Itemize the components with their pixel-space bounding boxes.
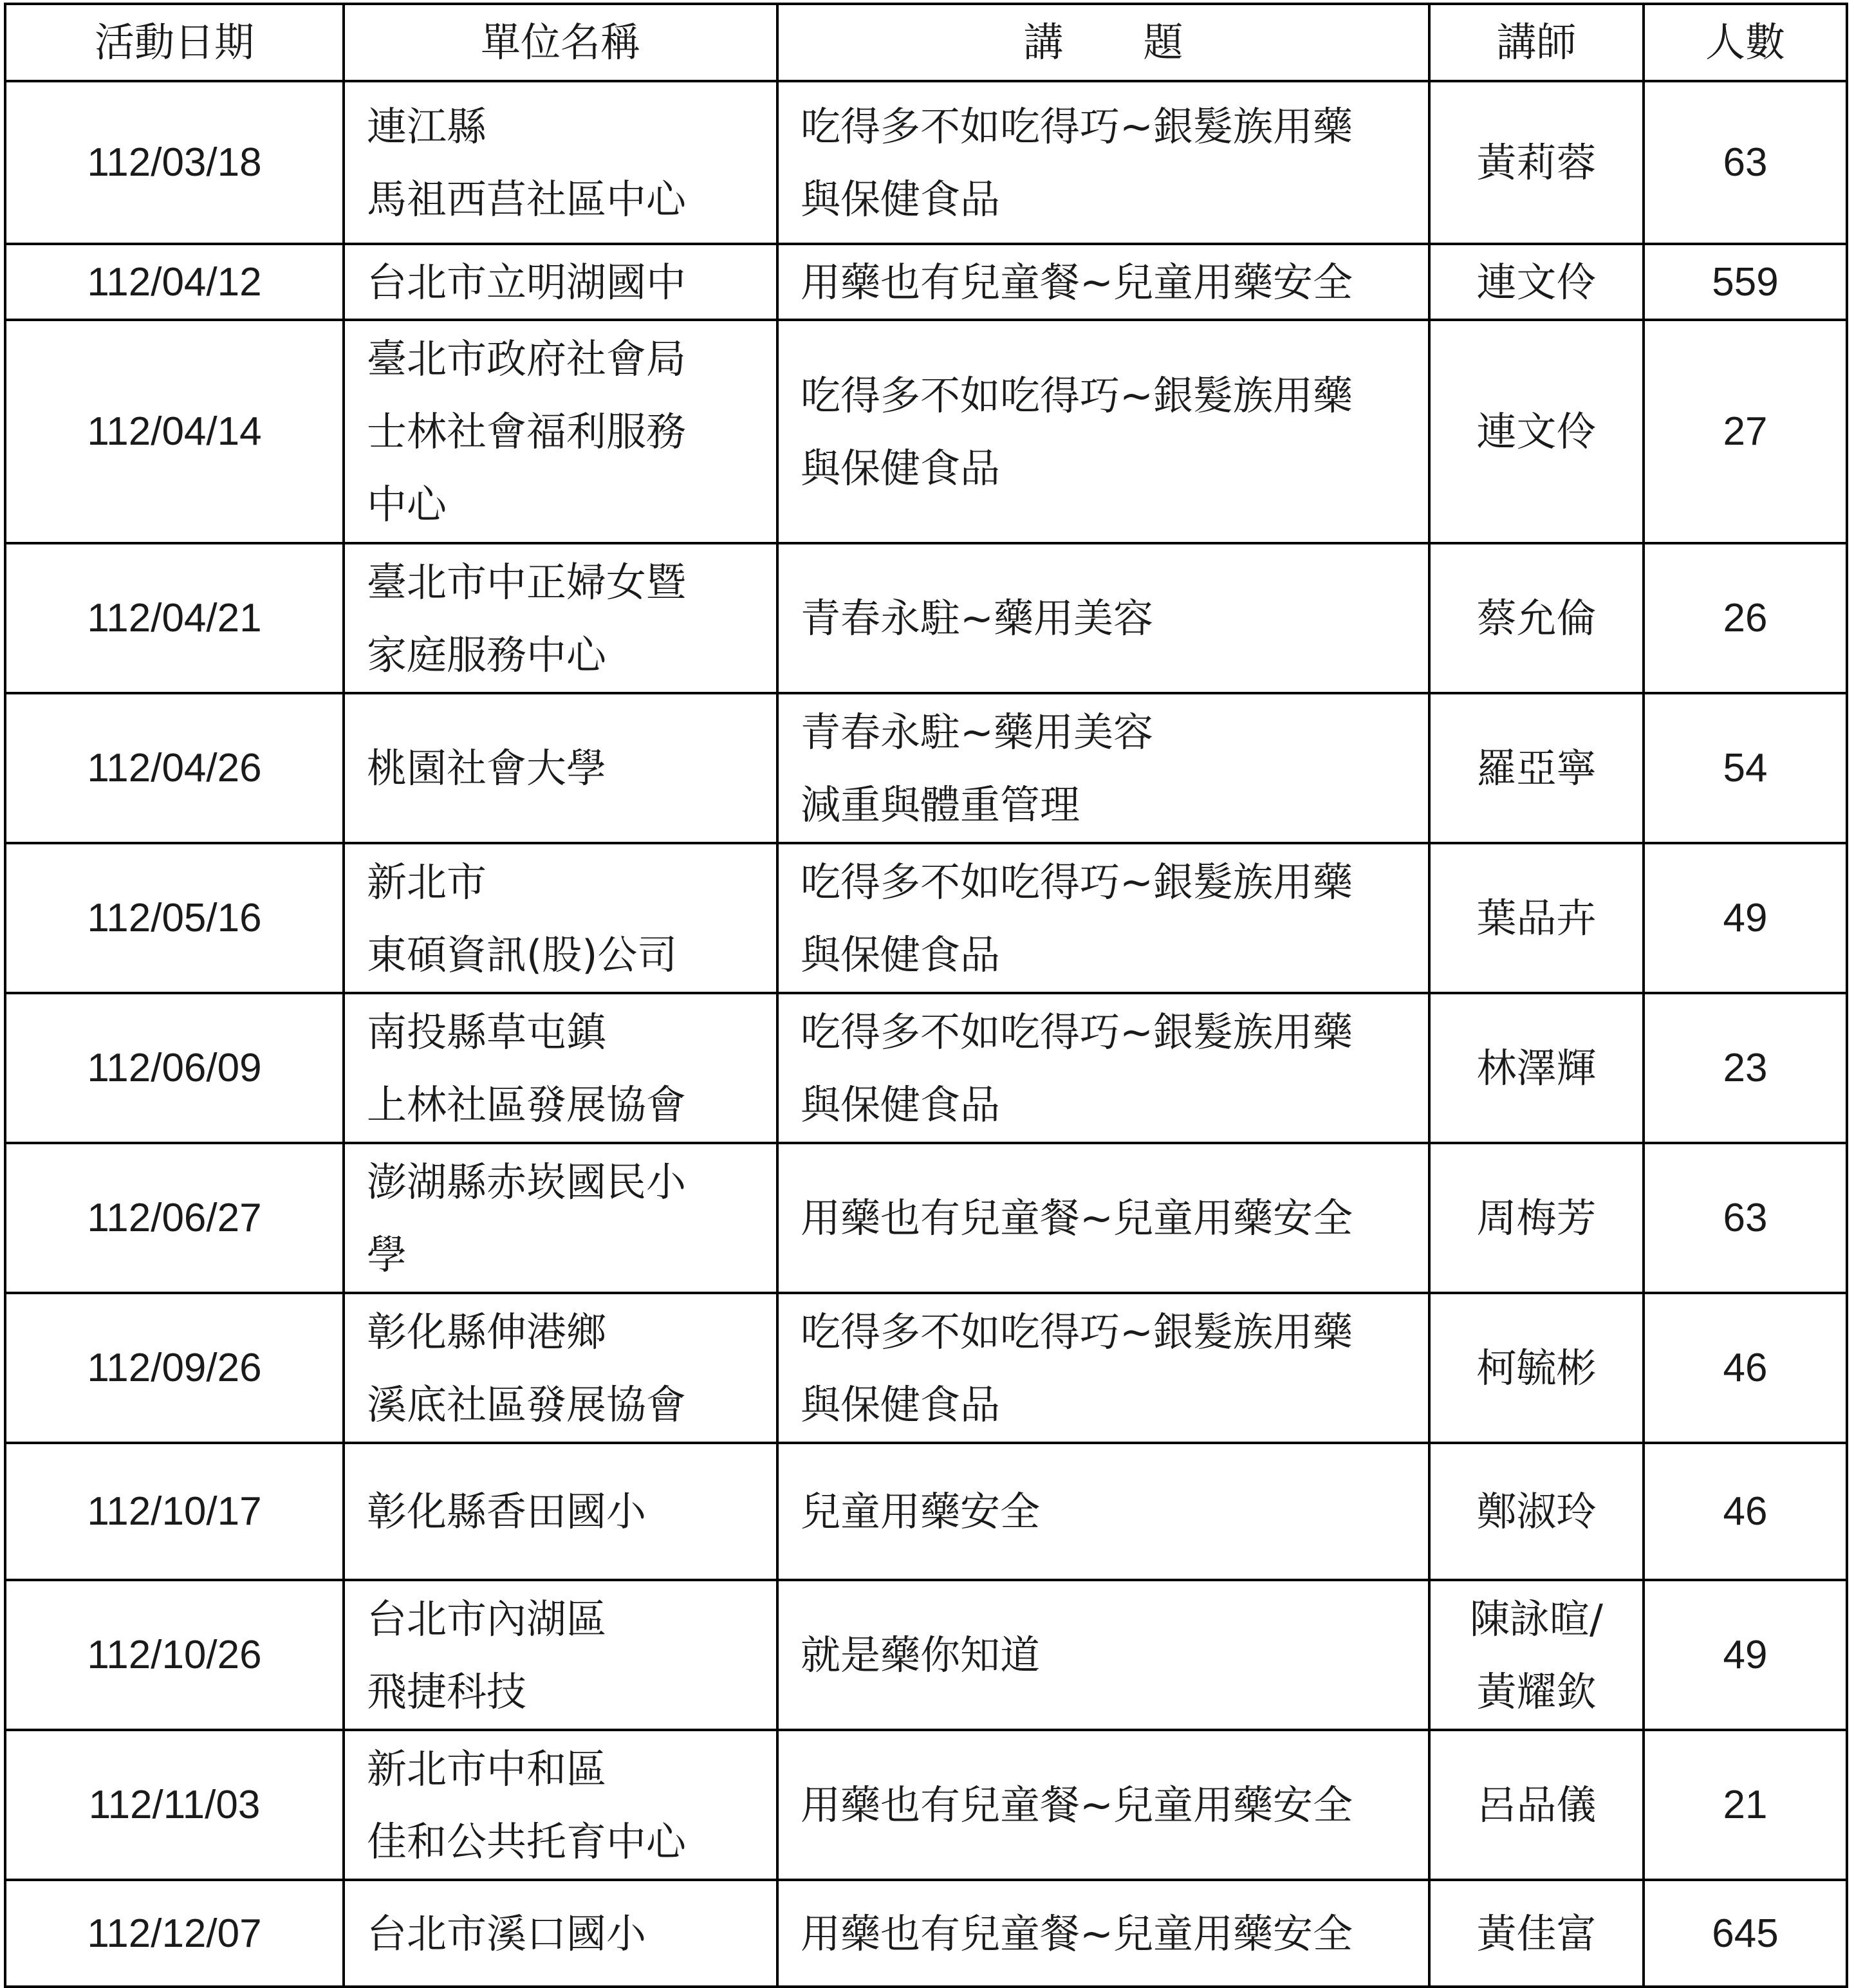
unit-cell [344, 244, 777, 320]
date-cell: 112/09/26 [5, 1293, 344, 1443]
topic-cell [777, 1443, 1429, 1580]
date-cell: 112/05/16 [5, 843, 344, 993]
topic-cell [777, 1580, 1429, 1730]
topic-line: 吃得多不如吃得巧~銀髮族用藥 [801, 371, 1353, 419]
table-row [5, 993, 1847, 1143]
table-row [5, 843, 1847, 993]
unit-cell [344, 1143, 777, 1293]
unit-cell [344, 320, 777, 543]
count-cell: 27 [1644, 320, 1847, 543]
unit-line: 南投縣草屯鎮 [367, 1008, 607, 1055]
teacher-cell [1429, 320, 1644, 543]
teacher-line: 蔡允倫 [1476, 595, 1597, 642]
topic-line: 與保健食品 [801, 931, 1001, 978]
header-row [5, 4, 1847, 81]
unit-line: 台北市立明湖國中 [367, 258, 687, 306]
unit-cell [344, 693, 777, 843]
topic-line: 兒童用藥安全 [801, 1488, 1041, 1535]
header-unit: 單位名稱 [344, 4, 777, 81]
teacher-cell [1429, 1730, 1644, 1880]
teacher-line: 黃耀欽 [1476, 1668, 1597, 1715]
topic-cell [777, 244, 1429, 320]
teacher-line: 黃莉蓉 [1476, 139, 1597, 186]
table-row [5, 1880, 1847, 1987]
unit-cell [344, 1730, 777, 1880]
header-date: 活動日期 [5, 4, 344, 81]
unit-cell [344, 993, 777, 1143]
teacher-cell [1429, 1293, 1644, 1443]
table-row [5, 244, 1847, 320]
teacher-line: 連文伶 [1476, 408, 1597, 455]
teacher-cell [1429, 1880, 1644, 1987]
unit-line: 台北市內湖區 [367, 1595, 607, 1642]
unit-line: 連江縣 [367, 102, 487, 150]
date-cell: 112/04/12 [5, 244, 344, 320]
topic-line: 吃得多不如吃得巧~銀髮族用藥 [801, 102, 1353, 150]
table-row [5, 1443, 1847, 1580]
count-cell: 559 [1644, 244, 1847, 320]
topic-cell [777, 81, 1429, 244]
activity-table [4, 3, 1848, 1988]
teacher-cell [1429, 693, 1644, 843]
topic-line: 青春永駐~藥用美容 [801, 708, 1153, 756]
header-count: 人數 [1644, 4, 1847, 81]
unit-line: 上林社區發展協會 [367, 1081, 687, 1128]
count-cell: 63 [1644, 1143, 1847, 1293]
count-cell: 26 [1644, 543, 1847, 693]
teacher-line: 呂品儀 [1476, 1781, 1597, 1828]
topic-cell [777, 1880, 1429, 1987]
unit-cell [344, 1443, 777, 1580]
teacher-line: 連文伶 [1476, 258, 1597, 306]
topic-line: 與保健食品 [801, 175, 1001, 223]
table-row [5, 1580, 1847, 1730]
table-row [5, 1293, 1847, 1443]
date-cell: 112/04/14 [5, 320, 344, 543]
date-cell: 112/10/26 [5, 1580, 344, 1730]
teacher-cell [1429, 993, 1644, 1143]
teacher-line: 黃佳富 [1476, 1909, 1597, 1957]
topic-line: 用藥也有兒童餐~兒童用藥安全 [801, 258, 1353, 306]
count-cell: 21 [1644, 1730, 1847, 1880]
header-topic: 講 題 [777, 4, 1429, 81]
teacher-line: 柯毓彬 [1476, 1344, 1597, 1391]
table-row [5, 543, 1847, 693]
date-cell: 112/06/09 [5, 993, 344, 1143]
date-cell: 112/06/27 [5, 1143, 344, 1293]
count-cell: 63 [1644, 81, 1847, 244]
teacher-cell [1429, 81, 1644, 244]
unit-line: 台北市溪口國小 [367, 1909, 647, 1957]
unit-line: 新北市中和區 [367, 1745, 607, 1792]
teacher-cell [1429, 244, 1644, 320]
teacher-line: 鄭淑玲 [1476, 1488, 1597, 1535]
unit-line: 學 [367, 1231, 407, 1278]
count-cell: 645 [1644, 1880, 1847, 1987]
date-cell: 112/11/03 [5, 1730, 344, 1880]
topic-cell [777, 993, 1429, 1143]
topic-cell [777, 1293, 1429, 1443]
topic-cell [777, 693, 1429, 843]
table-row [5, 320, 1847, 543]
count-cell: 49 [1644, 843, 1847, 993]
date-cell: 112/12/07 [5, 1880, 344, 1987]
topic-line: 與保健食品 [801, 1380, 1001, 1428]
table-row [5, 1143, 1847, 1293]
unit-line: 佳和公共托育中心 [367, 1817, 687, 1865]
unit-line: 士林社會福利服務 [367, 408, 687, 455]
count-cell: 46 [1644, 1293, 1847, 1443]
topic-line: 用藥也有兒童餐~兒童用藥安全 [801, 1194, 1353, 1241]
teacher-cell [1429, 543, 1644, 693]
topic-line: 青春永駐~藥用美容 [801, 595, 1153, 642]
count-cell: 49 [1644, 1580, 1847, 1730]
unit-cell [344, 1580, 777, 1730]
topic-cell [777, 1143, 1429, 1293]
date-cell: 112/04/21 [5, 543, 344, 693]
teacher-cell [1429, 1443, 1644, 1580]
unit-line: 東碩資訊(股)公司 [367, 931, 678, 978]
table-row [5, 693, 1847, 843]
date-cell: 112/10/17 [5, 1443, 344, 1580]
table-row [5, 1730, 1847, 1880]
table-row [5, 81, 1847, 244]
topic-cell [777, 543, 1429, 693]
topic-line: 就是藥你知道 [801, 1631, 1041, 1678]
teacher-line: 周梅芳 [1476, 1194, 1597, 1241]
teacher-line: 陳詠暄/ [1470, 1595, 1603, 1642]
unit-line: 彰化縣伸港鄉 [367, 1308, 607, 1355]
unit-cell [344, 1293, 777, 1443]
unit-line: 桃園社會大學 [367, 745, 607, 792]
unit-cell [344, 543, 777, 693]
unit-line: 臺北市中正婦女暨 [367, 558, 687, 606]
teacher-line: 林澤輝 [1476, 1045, 1597, 1092]
topic-line: 吃得多不如吃得巧~銀髮族用藥 [801, 1008, 1353, 1055]
unit-line: 溪底社區發展協會 [367, 1380, 687, 1428]
unit-cell [344, 81, 777, 244]
topic-line: 吃得多不如吃得巧~銀髮族用藥 [801, 858, 1353, 906]
unit-line: 中心 [367, 481, 447, 528]
teacher-line: 葉品卉 [1476, 895, 1597, 942]
topic-line: 用藥也有兒童餐~兒童用藥安全 [801, 1909, 1353, 1957]
unit-cell [344, 1880, 777, 1987]
teacher-cell [1429, 1580, 1644, 1730]
teacher-line: 羅亞寧 [1476, 745, 1597, 792]
unit-cell [344, 843, 777, 993]
count-cell: 54 [1644, 693, 1847, 843]
unit-line: 飛捷科技 [367, 1668, 527, 1715]
topic-line: 減重與體重管理 [801, 781, 1080, 828]
unit-line: 馬祖西莒社區中心 [367, 175, 687, 223]
topic-line: 與保健食品 [801, 444, 1001, 492]
teacher-cell [1429, 843, 1644, 993]
header-teacher: 講師 [1429, 4, 1644, 81]
count-cell: 23 [1644, 993, 1847, 1143]
unit-line: 新北市 [367, 858, 487, 906]
topic-cell [777, 843, 1429, 993]
topic-cell [777, 320, 1429, 543]
topic-line: 用藥也有兒童餐~兒童用藥安全 [801, 1781, 1353, 1828]
date-cell: 112/04/26 [5, 693, 344, 843]
unit-line: 家庭服務中心 [367, 631, 607, 678]
topic-line: 吃得多不如吃得巧~銀髮族用藥 [801, 1308, 1353, 1355]
count-cell: 46 [1644, 1443, 1847, 1580]
date-cell: 112/03/18 [5, 81, 344, 244]
topic-line: 與保健食品 [801, 1081, 1001, 1128]
unit-line: 臺北市政府社會局 [367, 335, 687, 382]
unit-line: 澎湖縣赤崁國民小 [367, 1158, 687, 1205]
topic-cell [777, 1730, 1429, 1880]
unit-line: 彰化縣香田國小 [367, 1488, 647, 1535]
teacher-cell [1429, 1143, 1644, 1293]
